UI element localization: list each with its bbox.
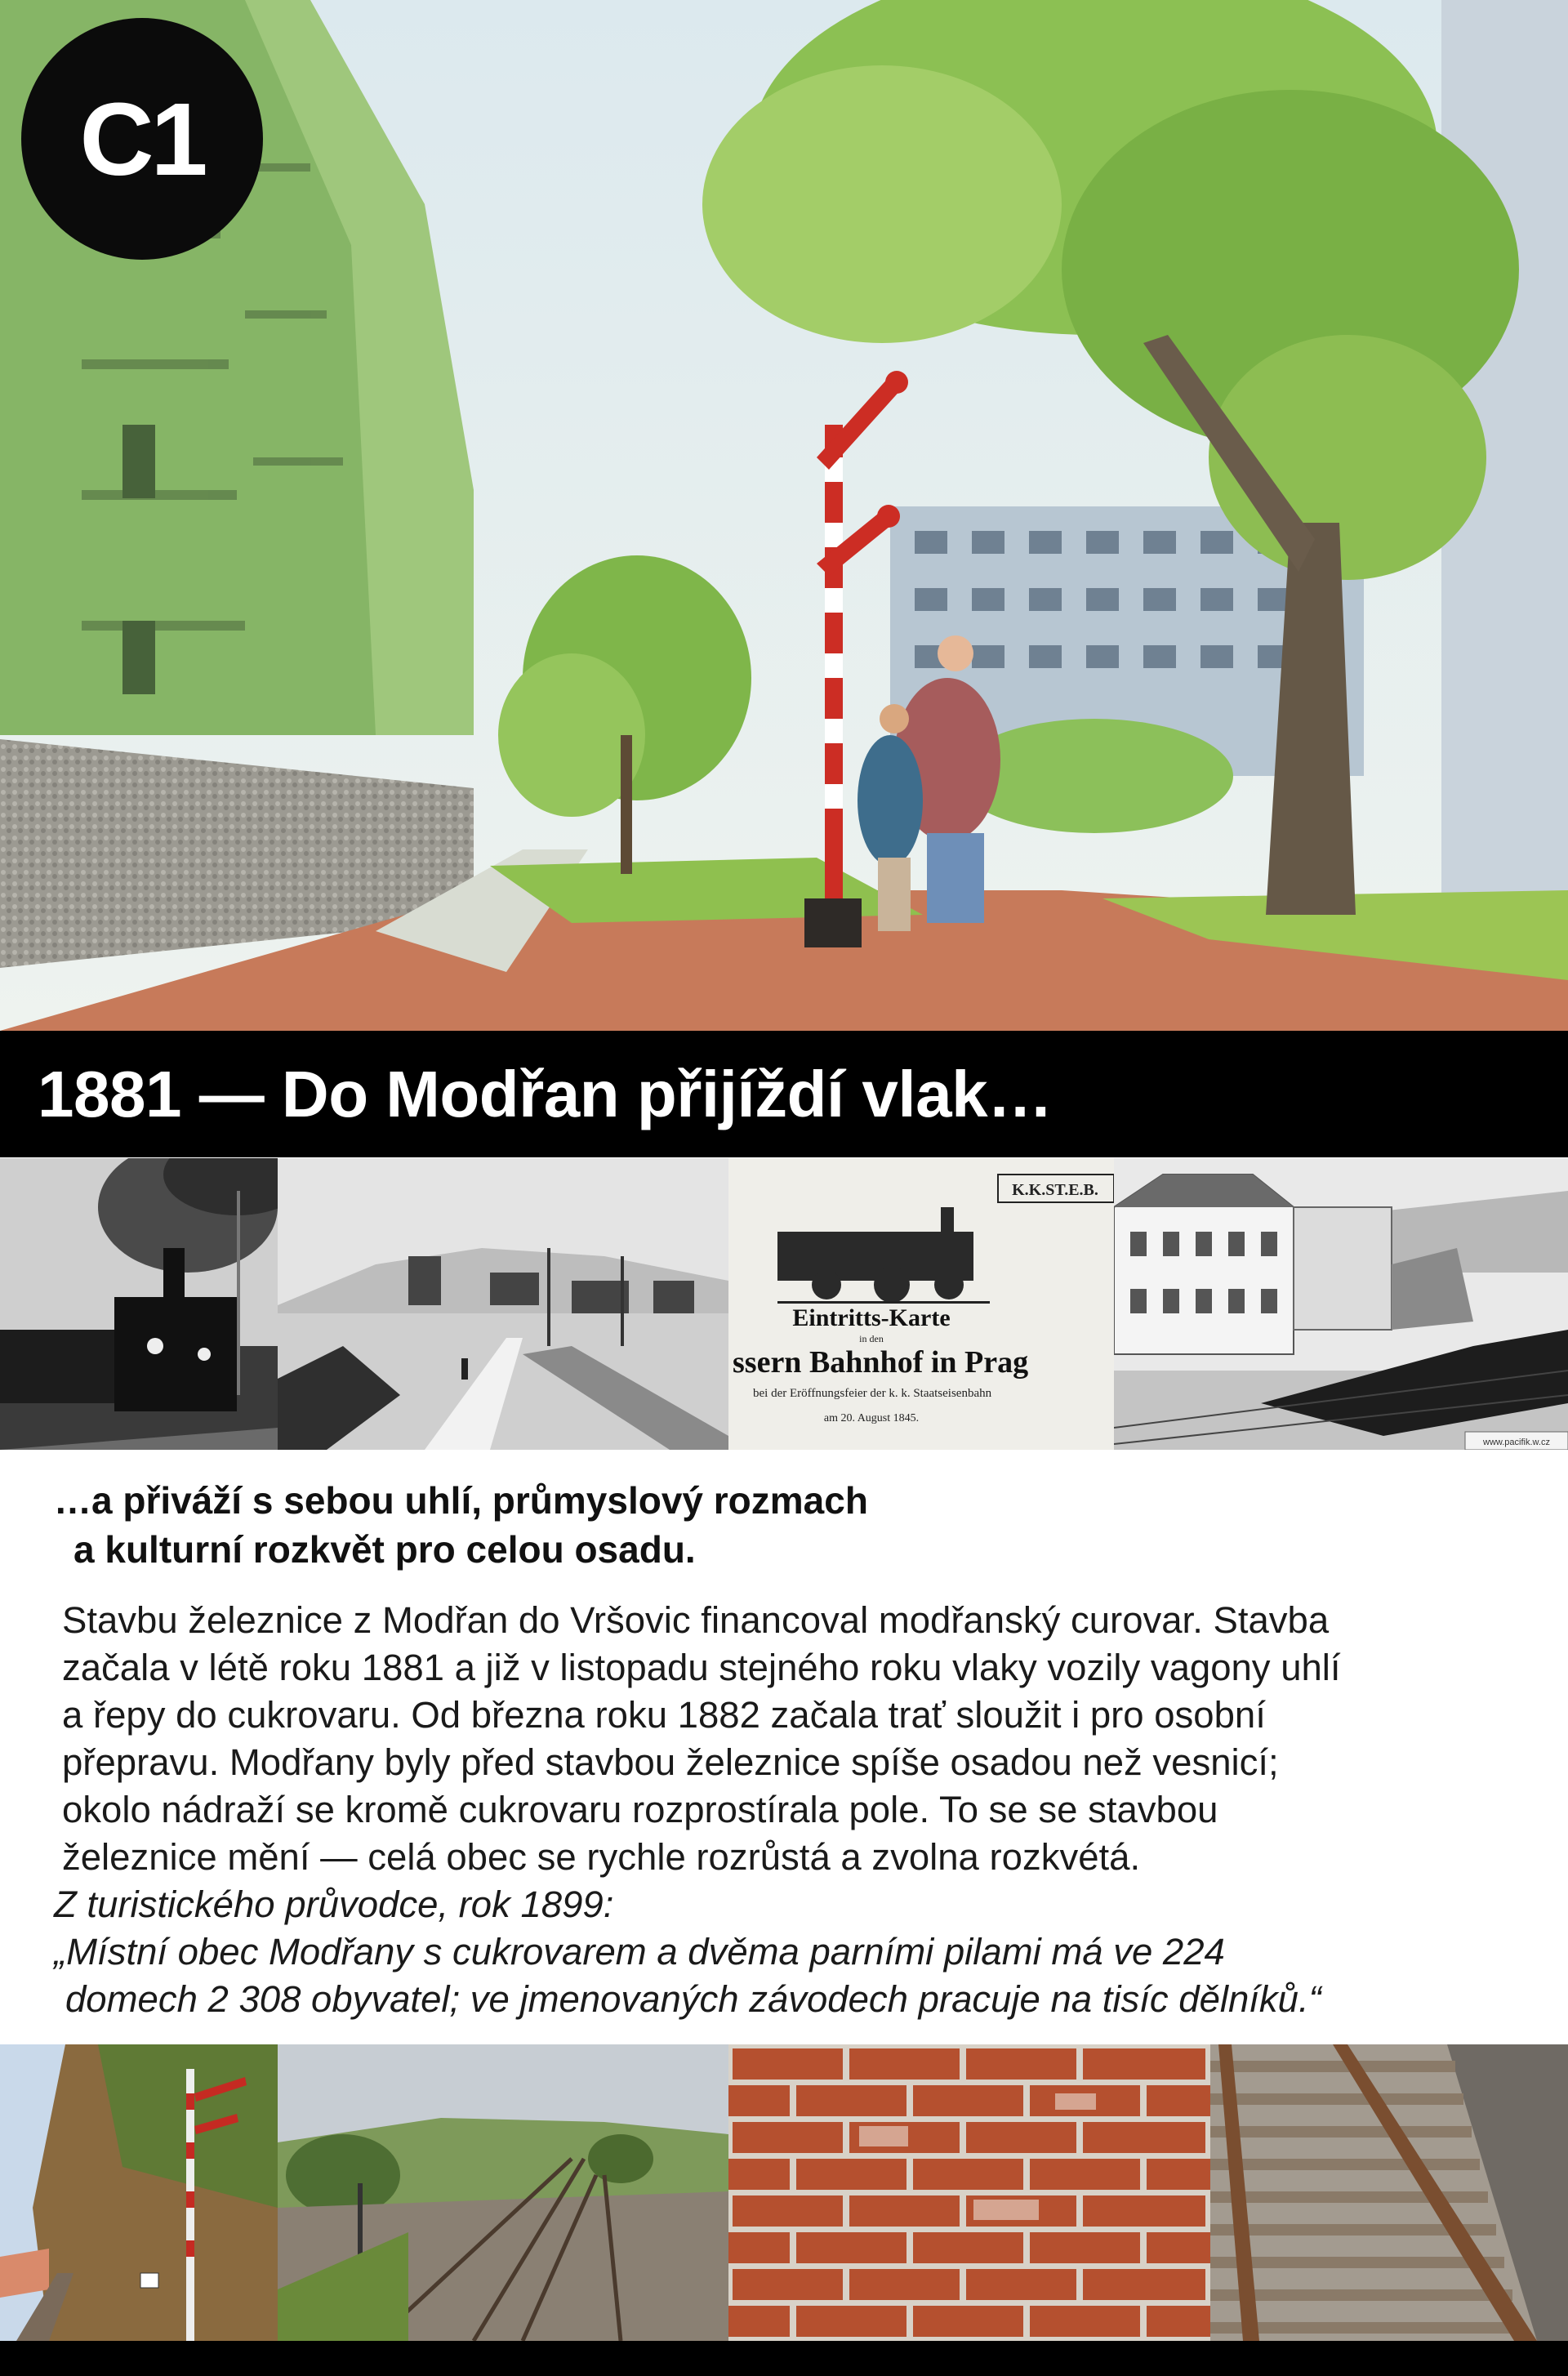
brick-wall-image — [728, 2044, 1210, 2341]
body-line: okolo nádraží se kromě cukrovaru rozprostírala pole. To se se stavbou — [62, 1789, 1218, 1830]
quote-block — [54, 1881, 1524, 2023]
subtitle-line-1: …a přiváží s sebou uhlí, průmyslový rozmach — [54, 1479, 868, 1522]
ticket-header: K.K.ST.E.B. — [1012, 1181, 1098, 1199]
ticket-station: ssern Bahnhof in Prag — [733, 1345, 1029, 1380]
body-paragraph — [62, 1597, 1516, 1881]
ticket-image — [728, 1158, 1114, 1450]
ticket-date: am 20. August 1845. — [823, 1412, 920, 1424]
rail-tracks-image — [278, 2044, 728, 2341]
photo-entry-ticket — [728, 1158, 1114, 1450]
ticket-in-den: in den — [859, 1333, 884, 1344]
ticket-title: Eintritts-Karte — [792, 1304, 951, 1331]
quote-source: Z turistického průvodce, rok 1899: — [54, 1883, 614, 1925]
photo-steam-locomotive — [0, 1158, 278, 1450]
quote-line-2: domech 2 308 obyvatel; ve jmenovaných závodech pracuje na tisíc dělníků.“ — [65, 1978, 1321, 2020]
subtitle — [54, 1476, 1279, 1574]
body-line: přepravu. Modřany byly před stavbou železnice spíše osadou než vesnicí; — [62, 1741, 1279, 1783]
quote-line-1: „Místní obec Modřany s cukrovarem a dvěma parními pilami má ve 224 — [54, 1931, 1225, 1973]
section-badge — [21, 18, 263, 260]
station-building-image — [1114, 1158, 1568, 1450]
photo-station-street — [278, 1158, 728, 1450]
photo-station-building — [1114, 1158, 1568, 1450]
photo-rail-closeup — [1210, 2044, 1568, 2341]
title-bar — [0, 1031, 1568, 1157]
signal-post-image — [0, 2044, 278, 2341]
ticket-line: bei der Eröffnungsfeier der k. k. Staatseisenbahn — [753, 1387, 992, 1400]
station-street-image — [278, 1158, 728, 1450]
photo-signal-post — [0, 2044, 278, 2341]
photo-rail-tracks — [278, 2044, 728, 2341]
footer-bar — [0, 2341, 1568, 2376]
historic-photo-strip — [0, 1158, 1568, 1450]
text-section — [0, 1450, 1568, 2044]
material-photo-strip — [0, 2044, 1568, 2341]
photo-brick-wall — [728, 2044, 1210, 2341]
page-title: 1881 — Do Modřan přijíždí vlak… — [38, 1057, 1053, 1130]
badge-label: C1 — [79, 81, 205, 197]
subtitle-line-2: a kulturní rozkvět pro celou osadu. — [74, 1528, 696, 1571]
body-line: začala v létě roku 1881 a již v listopadu stejného roku vlaky vozily vagony uhlí — [62, 1647, 1341, 1688]
body-line: Stavbu železnice z Modřan do Vršovic financoval modřanský curovar. Stavba — [62, 1599, 1330, 1641]
body-line: a řepy do cukrovaru. Od března roku 1882 začala trať sloužit i pro osobní — [62, 1694, 1266, 1736]
photo-credit: www.pacifik.w.cz — [1483, 1438, 1550, 1447]
rail-closeup-image — [1210, 2044, 1568, 2341]
locomotive-image — [0, 1158, 278, 1450]
body-line: železnice mění — celá obec se rychle rozrůstá a zvolna rozkvétá. — [62, 1836, 1141, 1878]
